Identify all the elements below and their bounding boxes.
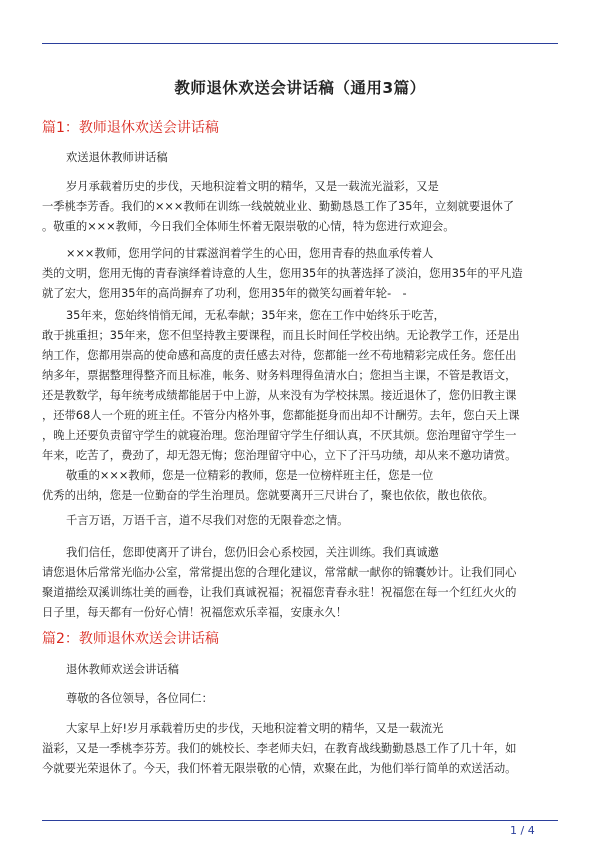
- text-line: 。敬重的×××教师，今日我们全体师生怀着无限崇敬的心情，特为您进行欢迎会。: [42, 220, 455, 233]
- text-line: 年来，吃苦了，费劲了，却无怨无悔；您治理留守中心，立下了汗马功绩，却从来不邀功请赏。: [42, 449, 517, 462]
- paragraph: [42, 148, 558, 168]
- text-line: 就了宏大，您用35年的高尚摒弃了功利，您用35年的微笑勾画着年轮- -: [42, 287, 407, 300]
- page-number: 1 / 4: [510, 824, 535, 837]
- text-line: 类的文明，您用无悔的青春演绎着诗意的人生，您用35年的执著选择了淡泊，您用35年的平凡造: [42, 267, 523, 280]
- text-line: 日子里，每天都有一份好心情！祝福您欢乐幸福，安康永久！: [42, 606, 348, 619]
- text-line: 敢于挑重担；35年来，您不但坚持教主要课程，而且长时间任学校出纳。无论教学工作，还是出: [42, 329, 520, 342]
- text-line: 请您退休后常常光临办公室，常常提出您的合理化建议，常常献一献你的锦囊妙计。让我们同心: [42, 566, 517, 579]
- document-title: 教师退休欢送会讲话稿（通用3篇）: [174, 79, 426, 97]
- text-line: 纳工作，您都用崇高的使命感和高度的责任感去对待，您都能一丝不苟地精彩完成任务。您任出: [42, 349, 517, 362]
- text-line: 优秀的出纳，您是一位勤奋的学生治理员。您就要离开三尺讲台了，聚也依依，散也依依。: [42, 489, 494, 502]
- paragraph: [42, 244, 558, 304]
- paragraph: [42, 543, 558, 623]
- text-line: 尊敬的各位领导，各位同仁：: [66, 692, 213, 705]
- text-line: ，晚上还要负责留守学生的就寝治理。您治理留守学生仔细认真，不厌其烦。您治理留守学生一: [42, 429, 517, 442]
- paragraph: [42, 466, 558, 506]
- text-line: ×××教师，您用学问的甘霖滋润着学生的心田，您用青春的热血承传着人: [66, 247, 434, 260]
- text-line: 岁月承载着历史的步伐，天地积淀着文明的精华，又是一载流光溢彩，又是: [66, 180, 439, 193]
- footer-rule: [42, 820, 558, 821]
- text-line: 溢彩，又是一季桃李芬芳。我们的姚校长、李老师夫妇，在教育战线勤勤恳恳工作了几十年，如: [42, 742, 517, 755]
- paragraph: [42, 689, 558, 709]
- text-line: 35年来，您始终悄悄无闻，无私奉献；35年来，您在工作中始终乐于吃苦，: [66, 309, 445, 322]
- text-line: 退休教师欢送会讲话稿: [66, 663, 179, 676]
- text-line: 一季桃李芳香。我们的×××教师在训练一线兢兢业业、勤勤恳恳工作了35年，立刻就要退休了: [42, 200, 515, 213]
- text-line: 敬重的×××教师，您是一位精彩的教师，您是一位榜样班主任，您是一位: [66, 469, 434, 482]
- paragraph: [42, 660, 558, 680]
- header-rule: [42, 43, 558, 44]
- text-line: 大家早上好!岁月承载着历史的步伐，天地积淀着文明的精华，又是一载流光: [66, 722, 444, 735]
- paragraph: [42, 719, 558, 779]
- text-line: 聚道描绘双溪训练壮美的画卷，让我们真诚祝福；祝福您青春永驻！祝福您在每一个红红火火的: [42, 586, 517, 599]
- text-line: 千言万语，万语千言，道不尽我们对您的无限眷恋之情。: [66, 514, 349, 527]
- text-line: 纳多年，票据整理得整齐而且标准，帐务、财务料理得鱼清水白；您担当主课，不管是教语文，: [42, 369, 517, 382]
- paragraph: [42, 511, 558, 531]
- text-line: 还是教数学，每年统考成绩都能居于中上游，从来没有为学校抹黑。接近退休了，您仍旧教主课: [42, 389, 517, 402]
- text-line: ，还带68人一个班的班主任。不管分内格外事，您都能挺身而出却不计酬劳。去年，您白天上课: [42, 409, 520, 422]
- section-heading: 篇2：教师退休欢送会讲话稿: [42, 631, 219, 647]
- section-heading: 篇1：教师退休欢送会讲话稿: [42, 120, 219, 136]
- text-line: 我们信任，您即使离开了讲台，您仍旧会心系校园，关注训练。我们真诚邀: [66, 546, 439, 559]
- text-line: 欢送退休教师讲话稿: [66, 151, 168, 164]
- text-line: 今就要光荣退休了。今天，我们怀着无限崇敬的心情，欢聚在此，为他们举行简单的欢送活动。: [42, 762, 517, 775]
- paragraph: [42, 177, 558, 237]
- paragraph: [42, 306, 558, 466]
